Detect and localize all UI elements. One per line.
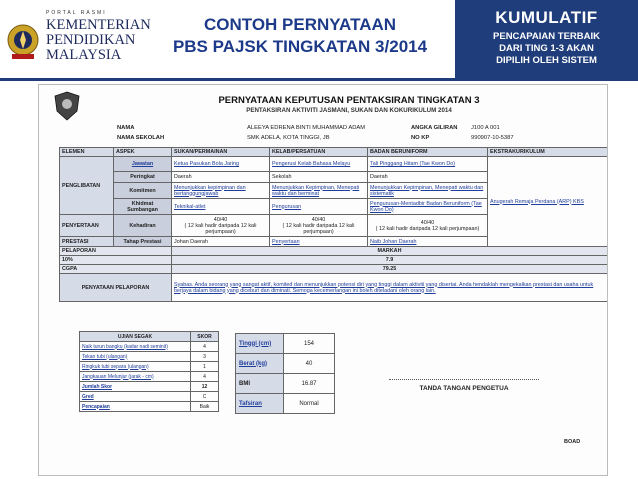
sekolah-value: SMK ADELA, KOTA TINGGI, JB: [247, 135, 330, 141]
peringkat-sukan: Daerah: [172, 172, 270, 183]
table-row: [80, 382, 219, 392]
aspek-komitmen: Komitmen: [114, 183, 172, 199]
pernyataan-text: Syabas. Anda seorang yang sangat aktif, komited dan menunjukkan potensi diri yang tinggi dalam aktiviti yang disertai. Anda hendaklah mengekalkan prestasi dan usaha untuk berjaya dalam bidang yang diceburi dan diminati. Semoga kecemerlangan ini boleh diteladani oleh orang lain.: [172, 274, 608, 302]
jawatan-kelab: Pengerusi Kelab Bahasa Melayu: [270, 157, 368, 172]
nama-value: ALEEYA EDRENA BINTI MUHAMMAD ADAM: [247, 125, 366, 131]
peringkat-kelab: Sekolah: [270, 172, 368, 183]
table-row: [80, 362, 219, 372]
segak-value: 3: [191, 352, 219, 362]
segak-header-row: [80, 332, 219, 342]
kehadiran-sukan: [172, 215, 270, 237]
assessment-table: [59, 147, 608, 302]
result-statement-document: [38, 84, 608, 476]
segak-label: Gred: [80, 392, 191, 402]
tinggi-label: Tinggi (cm): [236, 334, 284, 354]
school-crest-icon: [53, 91, 81, 121]
aspek-peringkat: Peringkat: [114, 172, 172, 183]
angka-giliran-value: J100 A 001: [471, 125, 500, 131]
cgpa-label: CGPA: [60, 265, 172, 274]
segak-label: Jumlah Skor: [80, 382, 191, 392]
segak-label: Tekan tubi (ulangan): [80, 352, 191, 362]
nokp-label: NO KP: [411, 135, 430, 141]
ministry-line-1: KEMENTERIAN: [46, 17, 151, 33]
ujian-segak-table: [79, 331, 219, 412]
ten-percent-value: 7.9: [172, 256, 608, 265]
prestasi-badan: Naib Johan Daerah: [368, 237, 488, 247]
prestasi-sukan: Johan Daerah: [172, 237, 270, 247]
pernyataan-label: PENYATAAN PELAPORAN: [60, 274, 172, 302]
kehadiran-badan-score: 40/40: [420, 219, 435, 226]
sekolah-label: NAMA SEKOLAH: [117, 135, 165, 141]
nokp-value: 990907-10-5387: [471, 135, 514, 141]
segak-value: 1: [191, 362, 219, 372]
col-header-sukan: SUKAN/PERMAINAN: [172, 148, 270, 157]
aspek-kehadiran: Kehadiran: [114, 215, 172, 237]
kumulatif-line-2: DARI TING 1-3 AKAN: [499, 43, 594, 54]
khidmat-badan: Pengurusan-Mentadbir Badan Beruniform (Tae Kwon Do): [368, 199, 488, 215]
ministry-line-2: PENDIDIKAN: [46, 32, 136, 48]
angka-giliran-label: ANGKA GILIRAN: [411, 125, 458, 131]
table-row: [236, 394, 335, 414]
footer-code: BOAD: [564, 439, 581, 445]
tinggi-value: 154: [284, 334, 335, 354]
table-row: [236, 354, 335, 374]
table-row: [60, 256, 608, 265]
segak-label: Jangkauan Melunjur (jarak - cm): [80, 372, 191, 382]
segak-value: Baik: [191, 402, 219, 412]
segak-label: Naik turun bangku (kadar nadi seminit): [80, 342, 191, 352]
tafsiran-label: Tafsiran: [236, 394, 284, 414]
aspek-khidmat: Khidmat Sumbangan: [114, 199, 172, 215]
kumulatif-title: KUMULATIF: [495, 8, 598, 27]
col-header-aspek: ASPEK: [114, 148, 172, 157]
berat-label: Berat (kg): [236, 354, 284, 374]
markah-label: MARKAH: [172, 247, 608, 256]
pelaporan-label: PELAPORAN: [60, 247, 172, 256]
berat-value: 40: [284, 354, 335, 374]
portal-label: PORTAL RASMI: [46, 10, 107, 16]
kumulatif-box: [455, 0, 638, 78]
kehadiran-badan: [368, 215, 488, 237]
jawatan-sukan: Ketua Pasukan Bola Jaring: [172, 157, 270, 172]
kehadiran-kelab-note: ( 12 kali hadir daripada 12 kali perjumpaan): [282, 222, 355, 235]
kehadiran-kelab-score: 40/40: [311, 216, 326, 223]
segak-header-title: UJIAN SEGAK: [80, 332, 191, 342]
segak-value: 12: [191, 382, 219, 392]
header-divider: [0, 78, 638, 81]
prestasi-kelab: Penyertaan: [270, 237, 368, 247]
bmi-label: BMI: [236, 374, 284, 394]
komitmen-kelab: Menunjukkan Kepimpinan, Menepati waktu dan berminat: [270, 183, 368, 199]
ministry-logo: [6, 6, 151, 70]
document-subtitle: PENTAKSIRAN AKTIVITI JASMANI, SUKAN DAN KOKURIKULUM 2014: [246, 107, 452, 114]
table-row: [236, 334, 335, 354]
segak-value: C: [191, 392, 219, 402]
bmi-value: 16.87: [284, 374, 335, 394]
kehadiran-badan-note: ( 12 kali hadir daripada 12 kali perjumpaan): [375, 225, 480, 232]
kumulatif-line-1: PENCAPAIAN TERBAIK: [493, 31, 600, 42]
kumulatif-line-3: DIPILIH OLEH SISTEM: [496, 55, 597, 66]
kumulatif-text: [455, 31, 638, 67]
penglibatan-label: PENGLIBATAN: [60, 157, 114, 215]
prestasi-label: PRESTASI: [60, 237, 114, 247]
table-row: [60, 274, 608, 302]
slide-title: [150, 14, 450, 58]
penyertaan-label: PENYERTAAN: [60, 215, 114, 237]
slide-title-line-1: CONTOH PERNYATAAN: [203, 15, 397, 34]
aspek-prestasi: Tahap Prestasi: [114, 237, 172, 247]
ministry-name: [46, 18, 151, 63]
body-measurement-table: [235, 333, 335, 414]
table-row: [236, 374, 335, 394]
slide-title-line-2: PBS PAJSK TINGKATAN 3/2014: [172, 37, 428, 56]
nama-label: NAMA: [117, 125, 135, 131]
segak-value: 4: [191, 372, 219, 382]
table-row: [80, 352, 219, 362]
segak-value: 4: [191, 342, 219, 352]
col-header-badan: BADAN BERUNIFORM: [368, 148, 488, 157]
col-header-ekstra: EKSTRAKURIKULUM: [488, 148, 608, 157]
khidmat-sukan: Teknikal-atlet: [172, 199, 270, 215]
komitmen-sukan: Menunjukkan kepimpinan dan bertanggungjawab: [172, 183, 270, 199]
table-row: [60, 247, 608, 256]
signature-label: TANDA TANGAN PENGETUA: [419, 385, 509, 392]
cgpa-value: 79.25: [172, 265, 608, 274]
komitmen-badan: Menunjukkan Kepimpinan, Menepati waktu dan sistematik: [368, 183, 488, 199]
crest-icon: [6, 18, 40, 64]
kehadiran-kelab: [270, 215, 368, 237]
ekstra-value: Anugerah Remaja Perdana (ARP) KBS: [488, 157, 608, 247]
kehadiran-sukan-note: ( 12 kali hadir daripada 12 kali perjumpaan): [184, 222, 257, 235]
aspek-jawatan: Jawatan: [114, 157, 172, 172]
segak-header-score: SKOR: [191, 332, 219, 342]
table-row: [80, 372, 219, 382]
ministry-line-3: MALAYSIA: [46, 47, 122, 63]
document-title: PERNYATAAN KEPUTUSAN PENTAKSIRAN TINGKATAN 3: [218, 95, 480, 106]
kehadiran-sukan-score: 40/40: [213, 216, 228, 223]
col-header-elemen: ELEMEN: [60, 148, 114, 157]
ten-percent-label: 10%: [60, 256, 172, 265]
table-row: [80, 402, 219, 412]
khidmat-kelab: Pengurusan: [270, 199, 368, 215]
table-row: [60, 265, 608, 274]
tafsiran-value: Normal: [284, 394, 335, 414]
table-row: [80, 392, 219, 402]
jawatan-badan: Tali Pinggang Hitam (Tae Kwon Do): [368, 157, 488, 172]
peringkat-badan: Daerah: [368, 172, 488, 183]
slide-header: [0, 0, 638, 78]
segak-label: Pencapaian: [80, 402, 191, 412]
table-row: [80, 342, 219, 352]
table-header-row: [60, 148, 608, 157]
signature-line: [389, 379, 539, 380]
table-row: [60, 157, 608, 172]
segak-label: Ringkuk tubi separa (ulangan): [80, 362, 191, 372]
col-header-kelab: KELAB/PERSATUAN: [270, 148, 368, 157]
